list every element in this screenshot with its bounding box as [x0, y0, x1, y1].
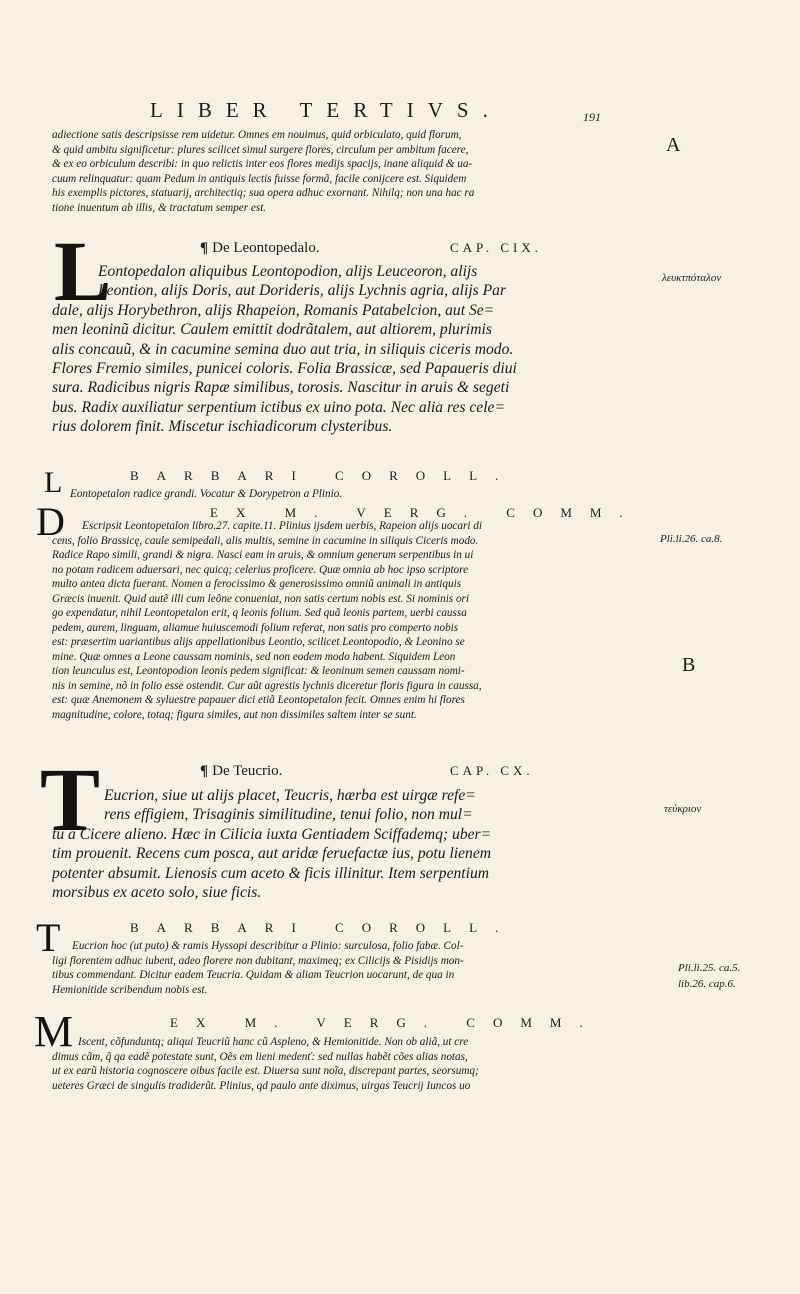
intro-paragraph: [52, 128, 654, 215]
text-line: bus. Radix auxiliatur serpentium ictibus ex uino pota. Nec alia res cele=: [52, 398, 505, 416]
text-line: cens, folio Brassicę, caule semipedali, alis multis, semine in cacumine in siliquis Ciceris modo.: [52, 534, 479, 547]
drop-cap-t: T: [40, 751, 101, 850]
text-line: tion leunculus est, Leontopodion leonis pedem significat: & leoninum semen caussam nomi-: [52, 665, 465, 677]
margin-letter-b: B: [682, 654, 696, 676]
pilcrow-icon: ¶: [200, 763, 209, 779]
text-line: tibus commendant. Dicitur eadem Teucria. Quidam & aliam Teucrion uocarunt, de qua in: [52, 969, 455, 981]
text-line: Leontion, alijs Doris, aut Dorideris, alijs Lychnis agria, alijs Par: [98, 282, 507, 300]
barbari-paragraph: [70, 487, 650, 502]
section-title: De Teucrio.: [212, 763, 283, 779]
text-line: Iscent, cõfunduntq; aliqui Teucriũ hanc cũ Aspleno, & Hemionitide. Non ob aliã, ut cre: [78, 1036, 469, 1048]
text-line: pedem, aurem, linguam, aliamue huiuscemodi folium referat, non satis pro comperto nobis: [52, 621, 459, 634]
margin-reference-note: Pli.li.25. ca.5.: [678, 962, 741, 974]
margin-reference-note: lib.26. cap.6.: [678, 978, 736, 990]
text-line: est: quæ Anemonem & syluestre papauer dici etiã Leontopetalon fecit. Omnes enim hi flores: [52, 694, 465, 706]
text-line: dimus cãm, q̃ qa eadẽ potestate sunt, Oẽs em lieni medenť: sed nullas habẽt cões alias notas,: [52, 1050, 468, 1063]
verg-paragraph: [52, 1035, 652, 1093]
text-line: his exemplis pictores, statuarij, architectiq; sua opera adhuc exornant. Nihilq; non una hac ra: [52, 187, 475, 199]
text-line: ut ex earũ historia cognoscere oibus facile est. Diuersa sunt noĩa, discrepant partes, seorsumq;: [52, 1065, 479, 1077]
text-line: ligi florentem adhuc iubent, adeo florere non dubitant, maximeq; ex Cilicijs & Pisidijs mon-: [52, 954, 464, 967]
subheading-barbari: BARBARI COROLL.: [130, 920, 517, 935]
text-line: go expendatur, nihil Leontopetalon erit, q leonis folium. Sed quã leonis partem, uerbi caussa: [52, 607, 467, 619]
chapter-number: CAP. CX.: [450, 763, 534, 778]
text-line: & ex eo orbiculum describi: in quo relictis inter eos flores medijs spacijs, inane aliquid & ua-: [52, 158, 473, 170]
text-line: no potam radicem aduersari, nec quicq; celerius proficere. Quæ omnia ab hoc ipso scriptore: [52, 563, 469, 576]
text-line: potenter absumit. Lienosis cum aceto & ficis illinitur. Item serpentium: [52, 864, 490, 882]
text-line: tione inuentum ab illis, & tractatum semper est.: [52, 201, 267, 214]
text-line: adiectione satis descripsisse rem uidetur. Omnes em nouimus, quid orbiculato, quid florum,: [52, 129, 462, 141]
text-line: multo antea dicta fuerant. Nomen a ferocissimo & generosissimo omniũ animali in antiquis: [52, 578, 462, 590]
text-line: ueteres Græci de singulis tradiderũt. Plinius, qd paulo ante diximus, uirgas Teucrij Iuncos uo: [52, 1079, 471, 1092]
section-body-teucrio: [52, 786, 654, 902]
text-line: & quid ambitu significetur: plures scilicet simul surgere flores, circulum per ambitum facere,: [52, 143, 469, 156]
text-line: cuum relinquatur: quam Pedum in antiquis lectis fuisse formã, facile conijcere est. Siquidem: [52, 172, 467, 185]
section-title: De Leontopedalo.: [212, 240, 320, 256]
text-line: rius dolorem finit. Miscetur ischiadicorum clysteribus.: [52, 418, 393, 436]
text-line: alis concauũ, & in cacumine semina duo aut tria, in siliquis ciceris modo.: [52, 340, 514, 358]
text-line: Græcis inuenit. Quid autẽ illi cum leõne conueniat, non satis certum nobis est. Si nominis ori: [52, 592, 470, 605]
margin-letter-a: A: [666, 134, 681, 156]
text-line: est: præsertim uariantibus alijs appellationibus Leontio, scilicet Leontopodio, & Leonino se: [52, 636, 465, 648]
text-line: morsibus ex aceto solo, siue ficis.: [52, 884, 262, 902]
text-line: Eontopetalon radice grandi. Vocatur & Dorypetron a Plinio.: [70, 488, 343, 500]
page-number: 191: [583, 110, 601, 124]
text-line: mine. Quæ omnes a Leone caussam nominis, sed non eodem modo habent. Siquidem Leon: [52, 650, 456, 663]
chapter-number: CAP. CIX.: [450, 240, 542, 255]
drop-cap-l-small: L: [44, 466, 63, 499]
text-line: Hemionitide scribendum nobis est.: [52, 983, 208, 996]
subheading-barbari: BARBARI COROLL.: [130, 468, 517, 483]
text-line: Eontopedalon aliquibus Leontopodion, alijs Leuceoron, alijs: [98, 263, 478, 280]
margin-greek-note: λευκτπόταλον: [662, 272, 722, 284]
section-body-leontopedalo: [52, 262, 654, 437]
margin-reference-note: Pli.li.26. ca.8.: [660, 533, 723, 545]
text-line: magnitudine, colore, totaq; figura similes, aut non dissimiles saltem inter se sunt.: [52, 708, 417, 721]
drop-cap-m: M: [34, 1007, 74, 1056]
text-line: sura. Radicibus nigris Rapæ similibus, torosis. Nascitur in aruis & segeti: [52, 379, 510, 397]
text-line: men leoninũ dicitur. Caulem emittit dodrãtalem, aut altiorem, plurimis: [52, 321, 492, 339]
drop-cap-l: L: [54, 223, 112, 319]
text-line: tũ a Cicere alieno. Hæc in Cilicia iuxta Gentiadem Sciffademq; uber=: [52, 825, 492, 843]
text-line: Escripsit Leontopetalon libro.27. capite.11. Plinius ijsdem uerbis, Rapeion alijs uocari di: [82, 520, 482, 532]
drop-cap-d: D: [36, 499, 65, 544]
text-line: Flores Fremio similes, punicei coloris. Folia Brassicæ, sed Papaueris diui: [52, 360, 517, 378]
text-line: rens effigiem, Trisaginis similitudine, tenui folio, non mul=: [104, 806, 473, 824]
margin-greek-note: τεύκριον: [664, 803, 702, 815]
drop-cap-t-small: T: [36, 915, 61, 960]
text-line: Eucrion hoc (ut puto) & ramis Hyssopi describitur a Plinio: surculosa, folio fabæ. Col-: [72, 940, 464, 952]
section-heading-teucrio: [200, 763, 600, 780]
barbari-paragraph: [52, 939, 652, 997]
subheading-verg: EX M. VERG. COMM.: [170, 1015, 601, 1030]
text-line: Eucrion, siue ut alijs placet, Teucris, hærba est uirgæ refe=: [104, 787, 476, 804]
subheading-verg: EX M. VERG. COMM.: [210, 505, 641, 520]
verg-paragraph: [52, 519, 652, 722]
section-heading-leontopedalo: [200, 240, 600, 257]
text-line: tim prouenit. Recens cum posca, aut aridæ feruefactæ ius, potu lienem: [52, 845, 492, 863]
text-line: Radice Rapo simili, grandi & nigra. Nasci eam in aruis, & omnium generum serpentibus in ui: [52, 549, 474, 561]
text-line: dale, alijs Horybethron, alijs Rhapeion, Romanis Patabelcion, aut Se=: [52, 301, 495, 319]
running-head: LIBER TERTIVS.: [150, 98, 502, 122]
text-line: nis in semine, nõ in folio esse ostendit. Cur aũt agrestis lychnis diceretur floris figura in caussa,: [52, 679, 482, 692]
pilcrow-icon: ¶: [200, 240, 209, 256]
